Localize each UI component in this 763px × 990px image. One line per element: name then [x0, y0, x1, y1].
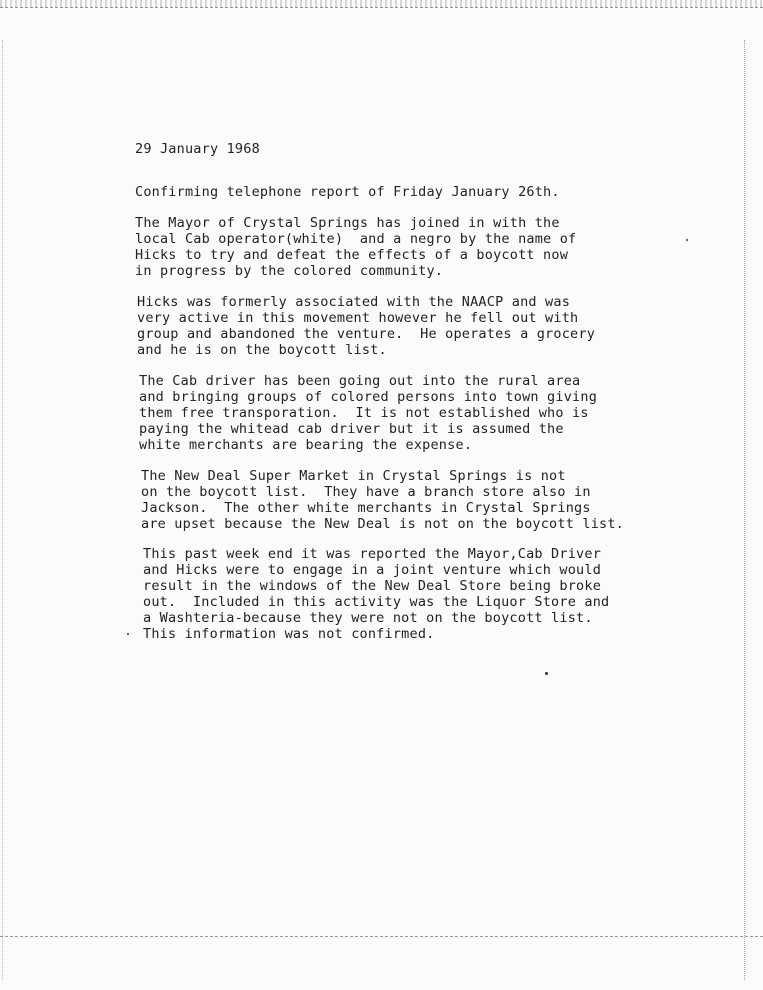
ink-speck: [127, 633, 129, 635]
paragraph-hicks: Hicks was formerly associated with the NAACP and was very active in this movement however he fell out with group and abandoned the venture. He operates a grocery and he is on the boycott list.: [137, 294, 596, 358]
page-bottom-edge: [0, 936, 763, 937]
ink-speck: [545, 672, 548, 675]
paragraph-new-deal: The New Deal Super Market in Crystal Springs is not on the boycott list. They have a branch store also in Jackson. The other white merchants in Crystal Springs are upset because the New Deal is not on the boycott list.: [141, 468, 625, 532]
paragraph-week-end: This past week end it was reported the Mayor,Cab Driver and Hicks were to engage in a joint venture which would result in the windows of the New Deal Store being broke out. Included in this activity was the Liquor Store and a Washteria-because they were not on the boycott list. This information was not confirmed.: [143, 546, 610, 642]
page-top-edge: [0, 0, 763, 8]
page-left-edge: [2, 40, 3, 980]
ink-speck: [686, 239, 688, 241]
paragraph-cab-driver: The Cab driver has been going out into the rural area and bringing groups of colored persons into town giving them free transporation. It is not established who is paying the whitead cab driver but it is assumed the white merchants are bearing the expense.: [139, 373, 598, 453]
document-date: 29 January 1968: [135, 141, 260, 157]
opening-line: Confirming telephone report of Friday January 26th.: [135, 184, 560, 200]
paragraph-mayor: The Mayor of Crystal Springs has joined in with the local Cab operator(white) and a negro by the name of Hicks to try and defeat the effects of a boycott now in progress by the colored community.: [135, 215, 577, 279]
page-right-edge: [744, 40, 745, 980]
